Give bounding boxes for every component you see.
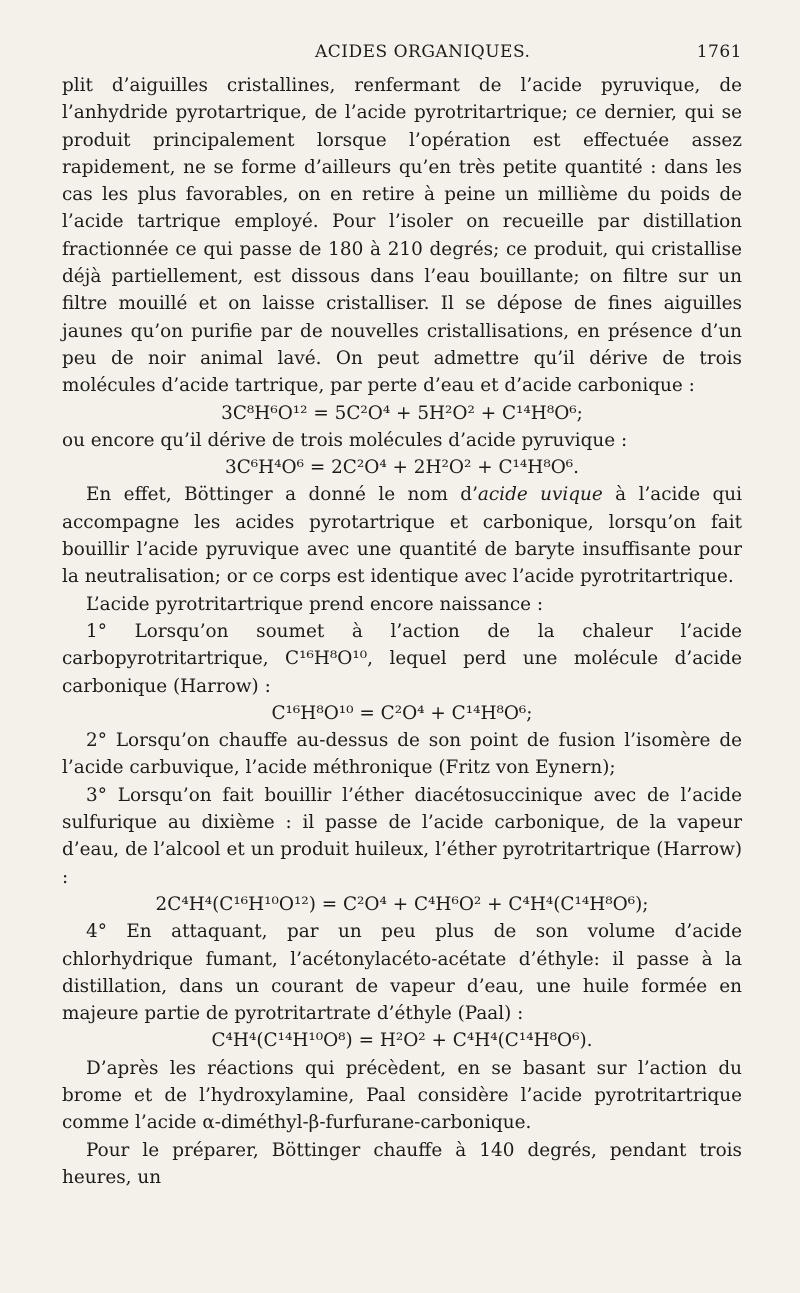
paragraph-3-start: En effet, Böttinger a donné le nom d’ xyxy=(86,484,478,506)
equation-2: 3C⁶H⁴O⁶ = 2C²O⁴ + 2H²O² + C¹⁴H⁸O⁶. xyxy=(225,457,579,479)
paragraph-7: 3° Lorsqu’on fait bouillir l’éther diacétosuccinique avec de l’acide sulfurique au dixième : il passe de l’acide carbonique, de la vapeur d’eau, de l’alcool et un produit huileux, l’éther pyrotritartrique (Harrow) : xyxy=(62,784,742,888)
paragraph-9: D’après les réactions qui précèdent, en se basant sur l’action du brome et de l’hydroxylamine, Paal considère l’acide pyrotritartrique comme l’acide α-diméthyl-β-furfurane-carbonique. xyxy=(62,1057,742,1134)
paragraph-4: L’acide pyrotritartrique prend encore naissance : xyxy=(86,593,544,615)
paragraph-8: 4° En attaquant, par un peu plus de son volume d’acide chlorhydrique fumant, l’acétonylacéto-acétate d’éthyle: il passe à la distillation, dans un courant de vapeur d’eau, une huile formée en majeure partie de pyrotritartrate d’éthyle (Paal) : xyxy=(62,921,742,1025)
page-body xyxy=(62,72,742,1191)
paragraph-2: ou encore qu’il dérive de trois molécules d’acide pyruvique : xyxy=(62,429,628,451)
paragraph-6: 2° Lorsqu’on chauffe au-dessus de son point de fusion l’isomère de l’acide carbuvique, l’acide méthronique (Fritz von Eynern); xyxy=(62,730,742,779)
equation-1: 3C⁸H⁶O¹² = 5C²O⁴ + 5H²O² + C¹⁴H⁸O⁶; xyxy=(221,402,583,424)
equation-3: C¹⁶H⁸O¹⁰ = C²O⁴ + C¹⁴H⁸O⁶; xyxy=(271,702,533,724)
equation-4: 2C⁴H⁴(C¹⁶H¹⁰O¹²) = C²O⁴ + C⁴H⁶O² + C⁴H⁴(C¹⁴H⁸O⁶); xyxy=(155,893,649,915)
paragraph-3-end: à l’acide qui accompagne les acides pyrotartrique et carbonique, lorsqu’on fait bouillir l’acide pyruvique avec une quantité de baryte insuffisante pour la neutralisation; or ce corps est identique avec l’acide pyrotritartrique. xyxy=(62,484,743,588)
paragraph-10: Pour le préparer, Böttinger chauffe à 140 degrés, pendant trois heures, un xyxy=(62,1139,742,1188)
term-acide-uvique: acide uvique xyxy=(477,484,603,506)
running-header xyxy=(62,36,742,66)
page-number: 1761 xyxy=(696,42,742,62)
equation-5: C⁴H⁴(C¹⁴H¹⁰O⁸) = H²O² + C⁴H⁴(C¹⁴H⁸O⁶). xyxy=(211,1030,593,1052)
paragraph-5: 1° Lorsqu’on soumet à l’action de la chaleur l’acide carbopyrotritartrique, C¹⁶H⁸O¹⁰, lequel perd une molécule d’acide carbonique (Harrow) : xyxy=(62,620,742,697)
paragraph-3 xyxy=(62,481,742,590)
paragraph-1: plit d’aiguilles cristallines, renfermant de l’acide pyruvique, de l’anhydride pyrotartrique, de l’acide pyrotritartrique; ce dernier, qui se produit principalement lorsque l’opération est effectuée assez rapidement, ne se forme d’ailleurs qu’en très petite quantité : dans les cas les plus favorables, on en retire à peine un millième du poids de l’acide tartrique employé. Pour l’isoler on recueille par distillation fractionnée ce qui passe de 180 à 210 degrés; ce produit, qui cristallise déjà partiellement, est dissous dans l’eau bouillante; on filtre sur un filtre mouillé et on laisse cristalliser. Il se dépose de fines aiguilles jaunes qu’on purifie par de nouvelles cristallisations, en présence d’un peu de noir animal lavé. On peut admettre qu’il dérive de trois molécules d’acide tartrique, par perte d’eau et d’acide carbonique : xyxy=(62,75,742,397)
header-title: ACIDES ORGANIQUES. xyxy=(315,42,531,62)
